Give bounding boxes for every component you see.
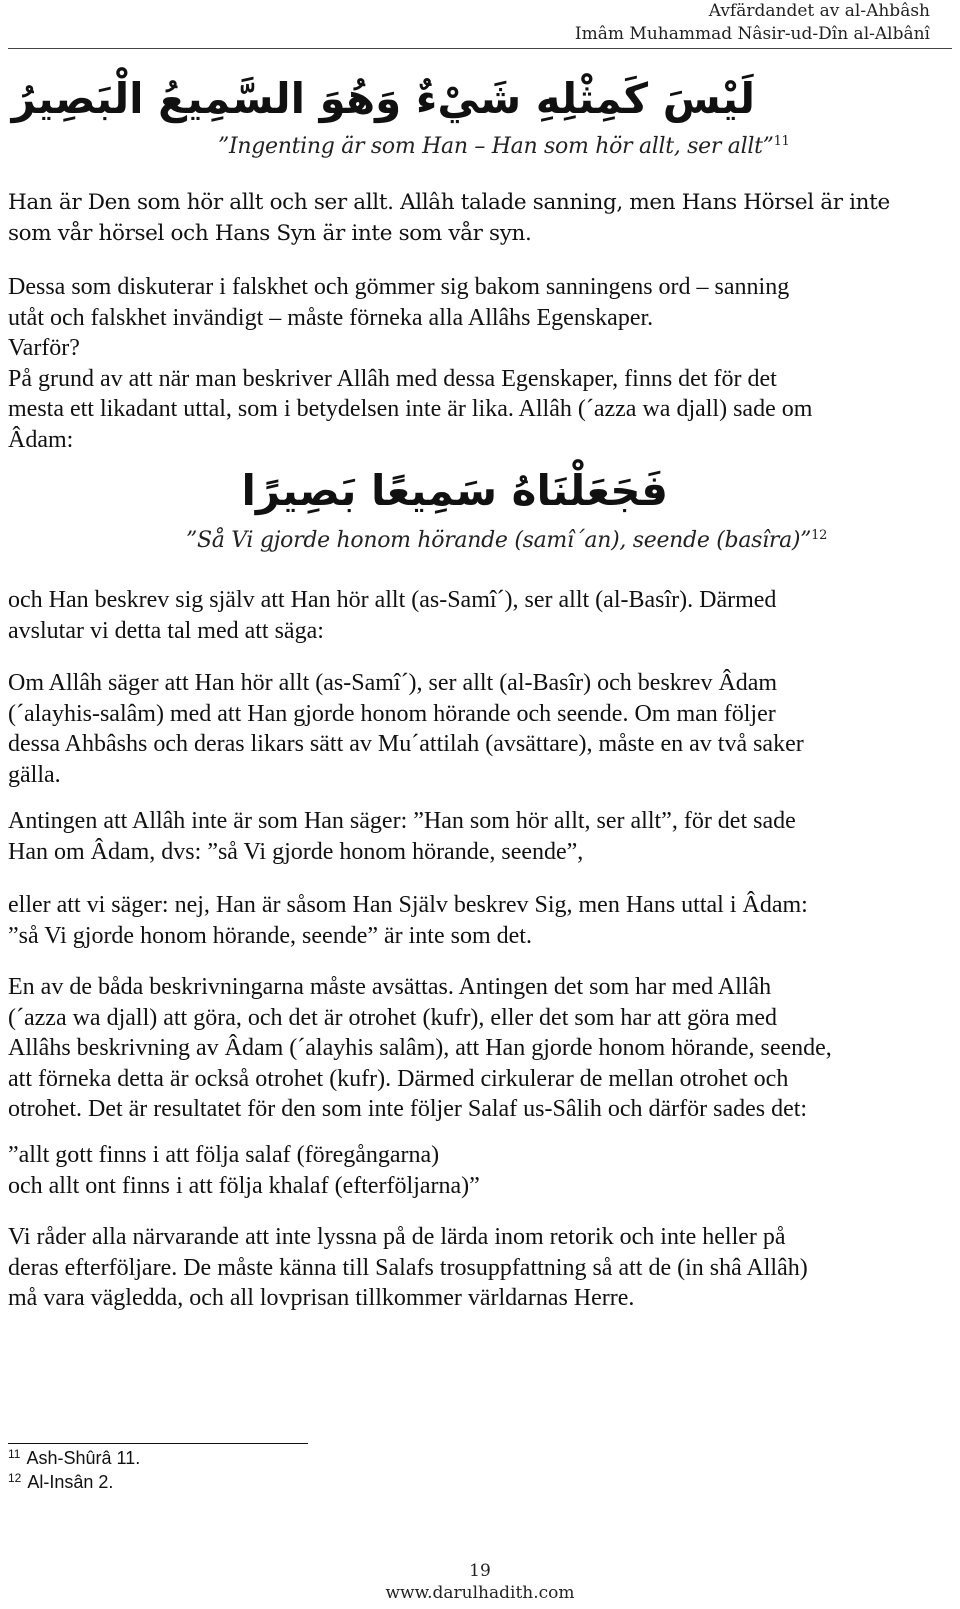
paragraph-line: Han är Den som hör allt och ser allt. Allâh talade sanning, men Hans Hörsel är inte	[8, 190, 890, 215]
page-number: 19	[469, 1561, 491, 1581]
paragraph-line: (´azza wa djall) att göra, och det är otrohet (kufr), eller det som har att göra med	[8, 1004, 777, 1031]
footnote-number: 12	[8, 1471, 22, 1485]
paragraph-line: utåt och falskhet invändigt – måste förneka alla Allâhs Egenskaper.	[8, 304, 654, 331]
paragraph-line: ”allt gott finns i att följa salaf (föregångarna)	[8, 1142, 440, 1168]
page-footer	[0, 1560, 960, 1604]
verse-translation-2-text: ”Så Vi gjorde honom hörande (samî´an), seende (basîra)”	[186, 528, 812, 553]
paragraph-line: och Han beskrev sig själv att Han hör allt (as-Samî´), ser allt (al-Basîr). Därmed	[8, 587, 777, 613]
paragraph-7	[8, 972, 943, 1125]
footnote-ref-12: 12	[811, 528, 828, 543]
verse-arabic-2: فَجَعَلْنَاهُ سَمِيعًا بَصِيرًا	[241, 466, 668, 515]
paragraph-line: deras efterföljare. De måste känna till Salafs trosuppfattning så att de (in shâ Allâh)	[8, 1254, 808, 1281]
paragraph-line: Han om Âdam, dvs: ”så Vi gjorde honom hörande, seende”,	[8, 838, 584, 865]
paragraph-line: Dessa som diskuterar i falskhet och gömmer sig bakom sanningens ord – sanning	[8, 274, 790, 300]
paragraph-line: ”så Vi gjorde honom hörande, seende” är inte som det.	[8, 922, 532, 949]
verse-translation-1-text: ”Ingenting är som Han – Han som hör allt, ser allt”	[218, 134, 774, 159]
header-divider	[8, 48, 952, 49]
paragraph-3	[8, 585, 943, 646]
paragraph-5	[8, 806, 943, 867]
footnote-ref-11: 11	[773, 134, 790, 149]
paragraph-line: gälla.	[8, 761, 61, 788]
paragraph-line: dessa Ahbâshs och deras likars sätt av Mu´attilah (avsättare), måste en av två saker	[8, 731, 804, 757]
paragraph-2	[8, 272, 943, 455]
verse-translation-1	[218, 134, 790, 159]
paragraph-line: Varför?	[8, 335, 80, 361]
footnote-11	[8, 1448, 140, 1469]
paragraph-line: avslutar vi detta tal med att säga:	[8, 617, 324, 644]
paragraph-line: Antingen att Allâh inte är som Han säger: ”Han som hör allt, ser allt”, för det sade	[8, 808, 796, 834]
paragraph-line: (´alayhis-salâm) med att Han gjorde honom hörande och seende. Om man följer	[8, 700, 776, 727]
paragraph-line: Vi råder alla närvarande att inte lyssna på de lärda inom retorik och inte heller på	[8, 1224, 786, 1250]
paragraph-line: En av de båda beskrivningarna måste avsättas. Antingen det som har med Allâh	[8, 974, 772, 1000]
paragraph-8	[8, 1140, 943, 1201]
paragraph-line: som vår hörsel och Hans Syn är inte som vår syn.	[8, 220, 532, 246]
paragraph-line: otrohet. Det är resultatet för den som inte följer Salaf us-Sâlih och därför sades det:	[8, 1096, 808, 1122]
paragraph-6	[8, 890, 943, 951]
paragraph-line: eller att vi säger: nej, Han är såsom Han Själv beskrev Sig, men Hans uttal i Âdam:	[8, 892, 808, 918]
footnote-number: 11	[8, 1447, 21, 1461]
paragraph-line: Allâhs beskrivning av Âdam (´alayhis salâm), att Han gjorde honom hörande, seende,	[8, 1035, 832, 1061]
paragraph-line: På grund av att när man beskriver Allâh med dessa Egenskaper, finns det för det	[8, 365, 777, 392]
paragraph-4	[8, 668, 943, 790]
footnote-divider	[8, 1443, 308, 1444]
paragraph-line: må vara vägledda, och all lovprisan tillkommer världarnas Herre.	[8, 1285, 635, 1311]
footnote-text: Al-Insân 2.	[27, 1472, 114, 1492]
footnote-text: Ash-Shûrâ 11.	[26, 1448, 141, 1468]
paragraph-1	[8, 188, 943, 249]
paragraph-9	[8, 1222, 943, 1314]
footnote-12	[8, 1472, 113, 1493]
header-author: Imâm Muhammad Nâsir-ud-Dîn al-Albânî	[574, 24, 930, 44]
verse-translation-2	[186, 528, 827, 553]
verse-arabic-1: لَيْسَ كَمِثْلِهِ شَيْءٌ وَهُوَ السَّمِيعُ الْبَصِيرُ	[11, 74, 755, 123]
header-title: Avfärdandet av al-Ahbâsh	[708, 1, 930, 21]
paragraph-line: Om Allâh säger att Han hör allt (as-Samî´), ser allt (al-Basîr) och beskrev Âdam	[8, 670, 778, 696]
paragraph-line: och allt ont finns i att följa khalaf (efterföljarna)”	[8, 1172, 480, 1199]
running-header	[575, 0, 930, 46]
website-link[interactable]: www.darulhadith.com	[385, 1583, 575, 1603]
paragraph-line: mesta ett likadant uttal, som i betydelsen inte är lika. Allâh (´azza wa djall) sade om	[8, 396, 813, 422]
paragraph-line: Âdam:	[8, 426, 74, 453]
paragraph-line: att förneka detta är också otrohet (kufr). Därmed cirkulerar de mellan otrohet och	[8, 1065, 789, 1092]
